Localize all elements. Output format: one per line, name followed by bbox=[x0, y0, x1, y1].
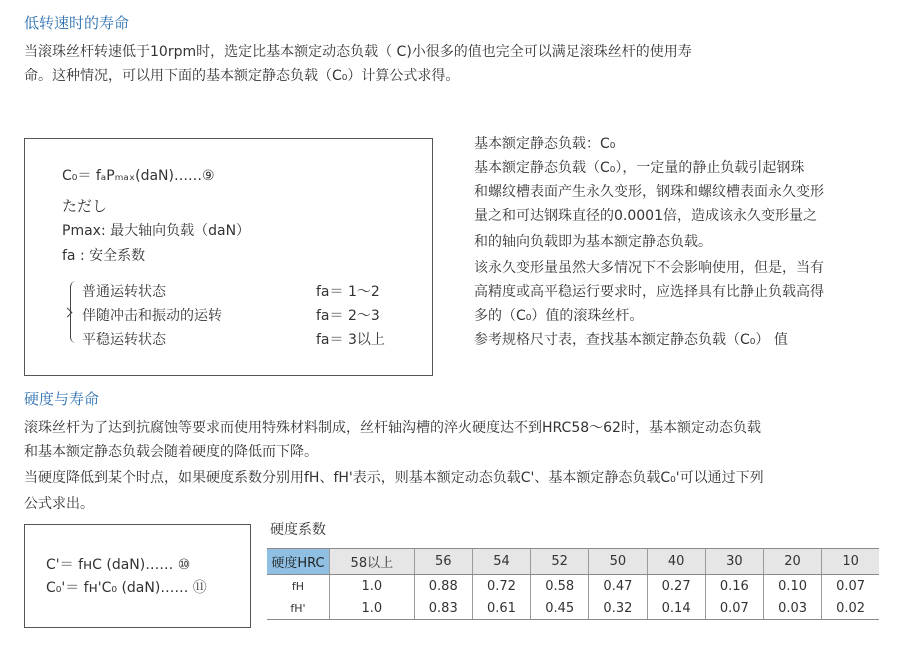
condition-value: fa＝ 3以上 bbox=[316, 332, 385, 348]
formula-box-hardness bbox=[24, 524, 251, 628]
header-cell: 30 bbox=[705, 549, 763, 575]
formula-11: C₀'＝ fʜ'C₀ (daN)…… ⑪ bbox=[46, 580, 207, 596]
table-cell: 1.0 bbox=[330, 575, 415, 598]
desc-line: 参考规格尺寸表，查找基本额定静态负载（C₀） 值 bbox=[474, 332, 788, 348]
fa-definition: fa : 安全系数 bbox=[62, 248, 146, 264]
header-cell: 40 bbox=[647, 549, 705, 575]
header-cell: 20 bbox=[763, 549, 821, 575]
table-cell: 0.32 bbox=[589, 597, 647, 620]
table-cell: 0.16 bbox=[705, 575, 763, 598]
paragraph-line: 和基本额定静态负载会随着硬度的降低而下降。 bbox=[24, 444, 318, 460]
table-cell: 0.07 bbox=[822, 575, 879, 598]
condition-value: fa＝ 1～2 bbox=[316, 284, 380, 300]
formula-9: C₀＝ fₐPₘₐₓ(daN)……⑨ bbox=[62, 168, 215, 184]
condition-label: 普通运转状态 bbox=[82, 284, 166, 300]
paragraph-line: 当滚珠丝杆转速低于10rpm时，选定比基本额定动态负载（ C)小很多的值也完全可以满足滚珠丝杆的使用寿 bbox=[24, 44, 692, 60]
table-cell: 0.72 bbox=[472, 575, 530, 598]
table-cell: 1.0 bbox=[330, 597, 415, 620]
table-row bbox=[267, 597, 879, 620]
paragraph-line: 命。这种情况，可以用下面的基本额定静态负载（C₀）计算公式求得。 bbox=[24, 68, 460, 84]
section-title-low-speed: 低转速时的寿命 bbox=[24, 14, 130, 32]
condition-label: 伴随冲击和振动的运转 bbox=[82, 308, 222, 324]
formula-10: C'＝ fʜC (daN)…… ⑩ bbox=[46, 557, 191, 573]
table-cell: 0.58 bbox=[531, 575, 589, 598]
header-cell: 52 bbox=[531, 549, 589, 575]
header-cell: 50 bbox=[589, 549, 647, 575]
table-cell: 0.61 bbox=[472, 597, 530, 620]
table-caption: 硬度系数 bbox=[270, 522, 326, 538]
paragraph-line: 当硬度降低到某个时点，如果硬度系数分别用fH、fH'表示，则基本额定动态负载C'、基本额定静态负载C₀'可以通过下列 bbox=[24, 470, 764, 486]
condition-label: 平稳运转状态 bbox=[82, 332, 166, 348]
table-cell: 0.88 bbox=[414, 575, 472, 598]
table-cell: 0.03 bbox=[763, 597, 821, 620]
desc-line: 量之和可达钢珠直径的0.0001倍，造成该永久变形量之 bbox=[474, 208, 817, 224]
desc-line: 高精度或高平稳运行要求时，应选择具有比静止负载高得 bbox=[474, 284, 824, 300]
hardness-table bbox=[267, 548, 879, 620]
paragraph-line: 滚珠丝杆为了达到抗腐蚀等要求而使用特殊材料制成，丝杆轴沟槽的淬火硬度达不到HRC58～62时，基本额定动态负载 bbox=[24, 420, 761, 436]
table-cell: 0.14 bbox=[647, 597, 705, 620]
pmax-definition: Pmax: 最大轴向负载（daN） bbox=[62, 223, 251, 239]
table-cell: 0.83 bbox=[414, 597, 472, 620]
table-cell: 0.02 bbox=[822, 597, 879, 620]
paragraph-line: 公式求出。 bbox=[24, 496, 94, 512]
static-load-title: 基本额定静态负载：C₀ bbox=[474, 136, 616, 152]
row-label: fH' bbox=[267, 597, 330, 620]
header-cell: 56 bbox=[414, 549, 472, 575]
table-cell: 0.45 bbox=[531, 597, 589, 620]
table-row bbox=[267, 575, 879, 598]
table-cell: 0.27 bbox=[647, 575, 705, 598]
header-cell: 58以上 bbox=[330, 549, 415, 575]
desc-line: 和螺纹槽表面产生永久变形，钢珠和螺纹槽表面永久变形 bbox=[474, 184, 824, 200]
section-title-hardness: 硬度与寿命 bbox=[24, 390, 100, 408]
desc-line: 和的轴向负载即为基本额定静态负载。 bbox=[474, 234, 712, 250]
table-cell: 0.10 bbox=[763, 575, 821, 598]
header-cell: 54 bbox=[472, 549, 530, 575]
desc-line: 该永久变形量虽然大多情况下不会影响使用，但是，当有 bbox=[474, 260, 824, 276]
desc-line: 多的（C₀）值的滚珠丝杆。 bbox=[474, 308, 644, 324]
desc-line: 基本额定静态负载（C₀），一定量的静止负载引起钢珠 bbox=[474, 160, 805, 176]
header-cell: 10 bbox=[822, 549, 879, 575]
table-header-row bbox=[267, 549, 879, 575]
condition-value: fa＝ 2～3 bbox=[316, 308, 380, 324]
header-label: 硬度HRC bbox=[267, 549, 330, 575]
row-label: fH bbox=[291, 579, 305, 593]
table-cell: 0.47 bbox=[589, 575, 647, 598]
table-cell: 0.07 bbox=[705, 597, 763, 620]
formula-note: ただし bbox=[62, 197, 108, 215]
